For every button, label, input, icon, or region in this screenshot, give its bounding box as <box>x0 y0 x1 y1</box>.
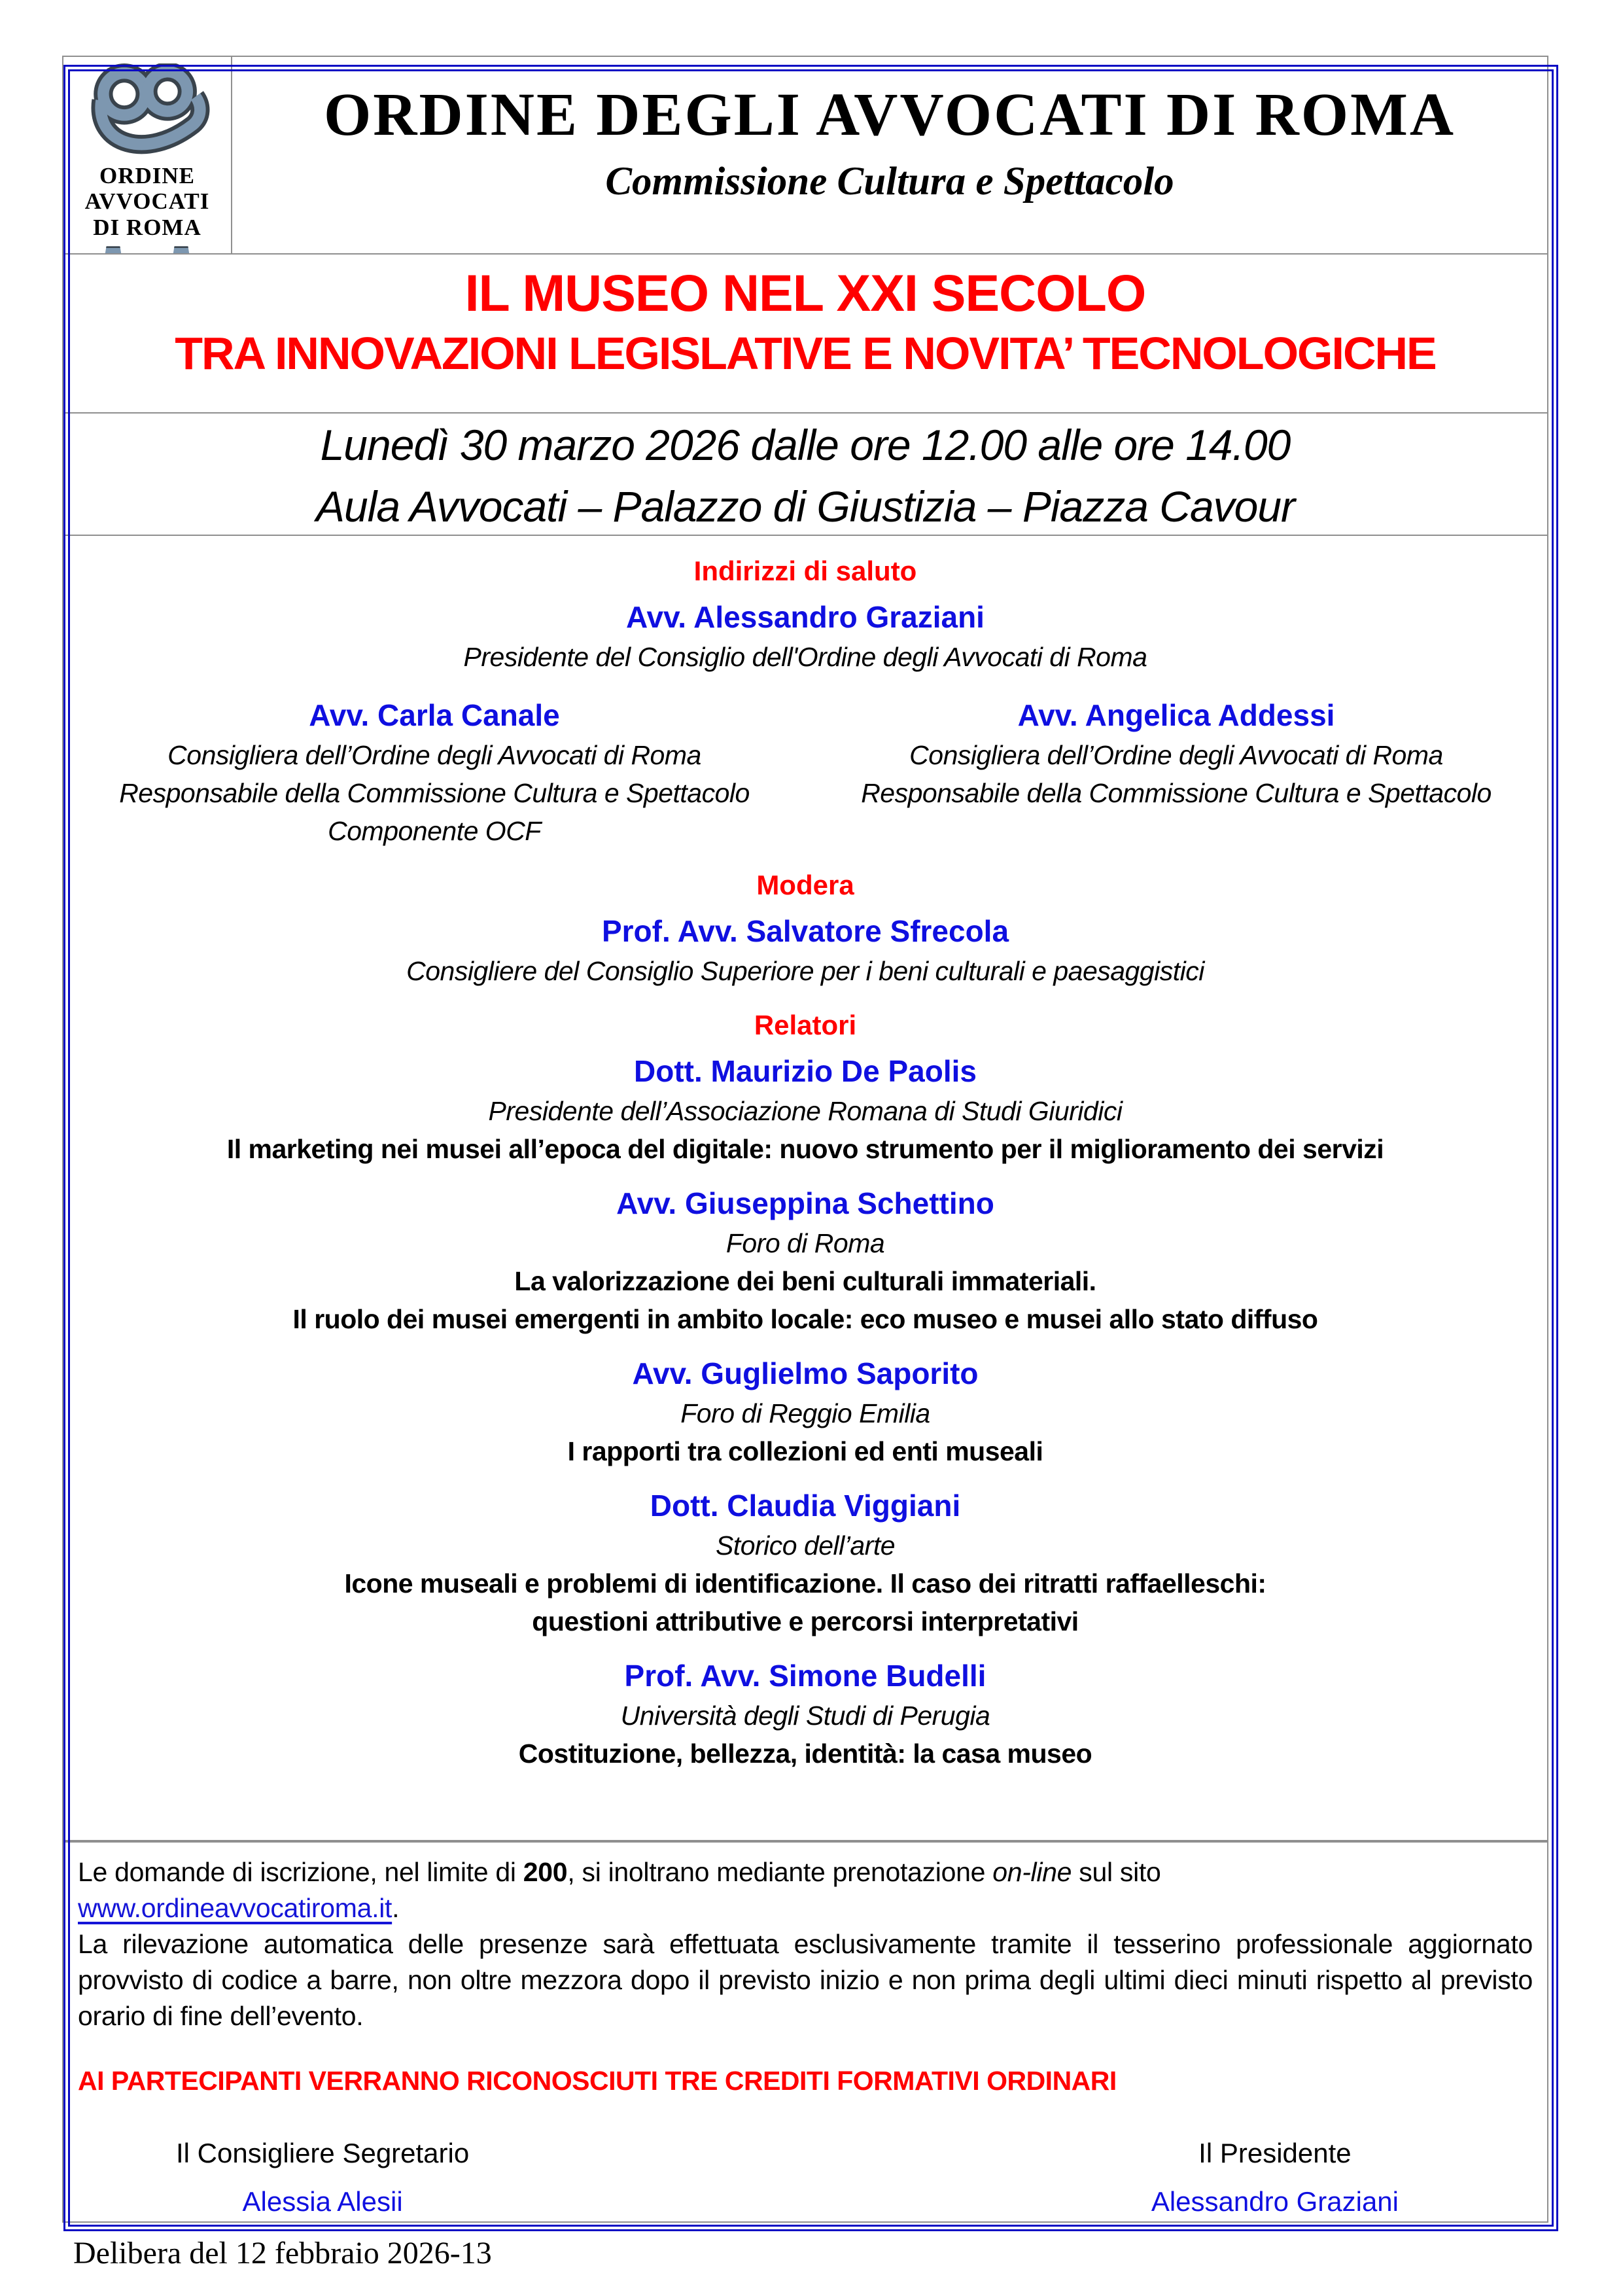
signature-right <box>1151 2137 1399 2218</box>
event-when-row <box>63 412 1547 535</box>
pillar-icon <box>168 246 194 253</box>
speaker-role: Storico dell’arte <box>715 1530 896 1561</box>
talk-title: La valorizzazione dei beni culturali immateriali. <box>514 1266 1096 1296</box>
website-link[interactable]: www.ordineavvocatiroma.it <box>78 1893 393 1923</box>
registration-text: sul sito <box>1072 1857 1161 1887</box>
greeting-column-left <box>63 680 805 850</box>
speaker-name: Avv. Alessandro Graziani <box>626 600 985 634</box>
ordine-avvocati-roma-logo-icon <box>83 150 211 162</box>
link-period: . <box>392 1893 400 1923</box>
header-row <box>63 57 1547 253</box>
signature-left <box>176 2137 469 2218</box>
speaker-name: Prof. Avv. Simone Budelli <box>624 1659 986 1693</box>
speaker-name: Dott. Claudia Viggiani <box>650 1489 961 1523</box>
online-text: on-line <box>992 1857 1072 1887</box>
program-row <box>63 535 1547 1840</box>
speaker-block <box>63 1485 1547 1640</box>
greeting-column-right <box>805 680 1547 850</box>
talk-title: questioni attributive e percorsi interpretativi <box>532 1606 1079 1636</box>
talk-title: Il ruolo dei musei emergenti in ambito locale: eco museo e musei allo stato diffuso <box>292 1304 1318 1334</box>
moderator-role: Consigliere del Consiglio Superiore per i beni culturali e paesaggistici <box>406 956 1204 986</box>
event-title-row <box>63 253 1547 412</box>
speaker-role: Responsabile della Commissione Cultura e Spettacolo <box>861 778 1492 808</box>
speaker-block <box>63 1352 1547 1470</box>
info-row <box>63 1840 1547 2221</box>
talk-title: Il marketing nei musei all’epoca del digitale: nuovo strumento per il miglioramento dei servizi <box>226 1134 1384 1164</box>
pillar-icon <box>100 246 126 253</box>
logo-text-line2: AVVOCATI <box>84 188 210 215</box>
talk-title: I rapporti tra collezioni ed enti museali <box>567 1436 1043 1466</box>
speaker-role: Responsabile della Commissione Cultura e Spettacolo <box>119 778 750 808</box>
flyer-table <box>62 56 1548 2223</box>
logo-text-line1: ORDINE <box>99 163 196 188</box>
event-title-line1: IL MUSEO NEL XXI SECOLO <box>464 264 1146 322</box>
moderator-name: Prof. Avv. Salvatore Sfrecola <box>601 914 1009 948</box>
speaker-role: Presidente dell’Associazione Romana di Studi Giuridici <box>488 1096 1123 1126</box>
speaker-role: Foro di Roma <box>725 1228 885 1258</box>
speaker-role: Consigliera dell’Ordine degli Avvocati di Roma <box>167 740 701 770</box>
speaker-name: Avv. Carla Canale <box>309 698 560 732</box>
registration-limit: 200 <box>523 1857 568 1887</box>
org-subtitle: Commissione Cultura e Spettacolo <box>605 159 1174 203</box>
registration-text: , si inoltrano mediante prenotazione <box>567 1857 993 1887</box>
speaker-name: Avv. Giuseppina Schettino <box>616 1186 994 1220</box>
speakers-header: Relatori <box>754 1010 857 1040</box>
logo-pillars <box>63 246 231 253</box>
credits-line: AI PARTECIPANTI VERRANNO RICONOSCIUTI TRE CREDITI FORMATIVI ORDINARI <box>78 2066 1117 2096</box>
event-title-line2: TRA INNOVAZIONI LEGISLATIVE E NOVITA’ TECNOLOGICHE <box>175 327 1436 379</box>
speaker-name: Avv. Guglielmo Saporito <box>632 1356 979 1390</box>
logo-cell <box>63 57 232 253</box>
delibera-note: Delibera del 12 febbraio 2026-13 <box>73 2236 492 2270</box>
signature-title: Il Consigliere Segretario <box>176 2138 470 2168</box>
org-title-cell <box>232 57 1547 253</box>
speaker-role: Università degli Studi di Perugia <box>620 1701 990 1731</box>
speaker-block <box>63 1655 1547 1773</box>
attendance-paragraph: La rilevazione automatica delle presenze sarà effettuata esclusivamente tramite il tesserino professionale aggiornato provvisto di codice a barre, non oltre mezzora dopo il previsto inizio e non prima degli ultimi dieci minuti rispetto al previsto orario di fine dell’evento. <box>78 1929 1533 2031</box>
speaker-name: Dott. Maurizio De Paolis <box>634 1054 977 1088</box>
knot-icon <box>83 63 211 159</box>
registration-paragraph <box>78 1854 1533 1926</box>
speaker-block <box>63 1182 1547 1338</box>
greeting-columns <box>63 680 1547 850</box>
speaker-role: Consigliera dell’Ordine degli Avvocati di Roma <box>909 740 1443 770</box>
speaker-role: Componente OCF <box>328 816 541 846</box>
speaker-role: Foro di Reggio Emilia <box>680 1398 930 1428</box>
registration-text: Le domande di iscrizione, nel limite di <box>78 1857 523 1887</box>
speaker-name: Avv. Angelica Addessi <box>1017 698 1335 732</box>
logo-text-line3: DI ROMA <box>93 214 201 240</box>
signature-title: Il Presidente <box>1198 2138 1352 2168</box>
greetings-header: Indirizzi di saluto <box>693 556 917 586</box>
speaker-block <box>63 1050 1547 1168</box>
event-location: Aula Avvocati – Palazzo di Giustizia – Piazza Cavour <box>315 482 1295 531</box>
signature-name: Alessandro Graziani <box>1151 2186 1399 2217</box>
speaker-role: Presidente del Consiglio dell'Ordine degli Avvocati di Roma <box>463 642 1147 672</box>
talk-title: Icone museali e problemi di identificazione. Il caso dei ritratti raffaelleschi: <box>344 1568 1266 1598</box>
signatures <box>78 2137 1533 2218</box>
org-title: ORDINE DEGLI AVVOCATI DI ROMA <box>323 81 1456 149</box>
signature-name: Alessia Alesii <box>242 2186 403 2217</box>
event-datetime: Lunedì 30 marzo 2026 dalle ore 12.00 alle ore 14.00 <box>320 421 1291 469</box>
moderator-header: Modera <box>756 870 854 900</box>
talk-title: Costituzione, bellezza, identità: la casa museo <box>518 1739 1092 1769</box>
